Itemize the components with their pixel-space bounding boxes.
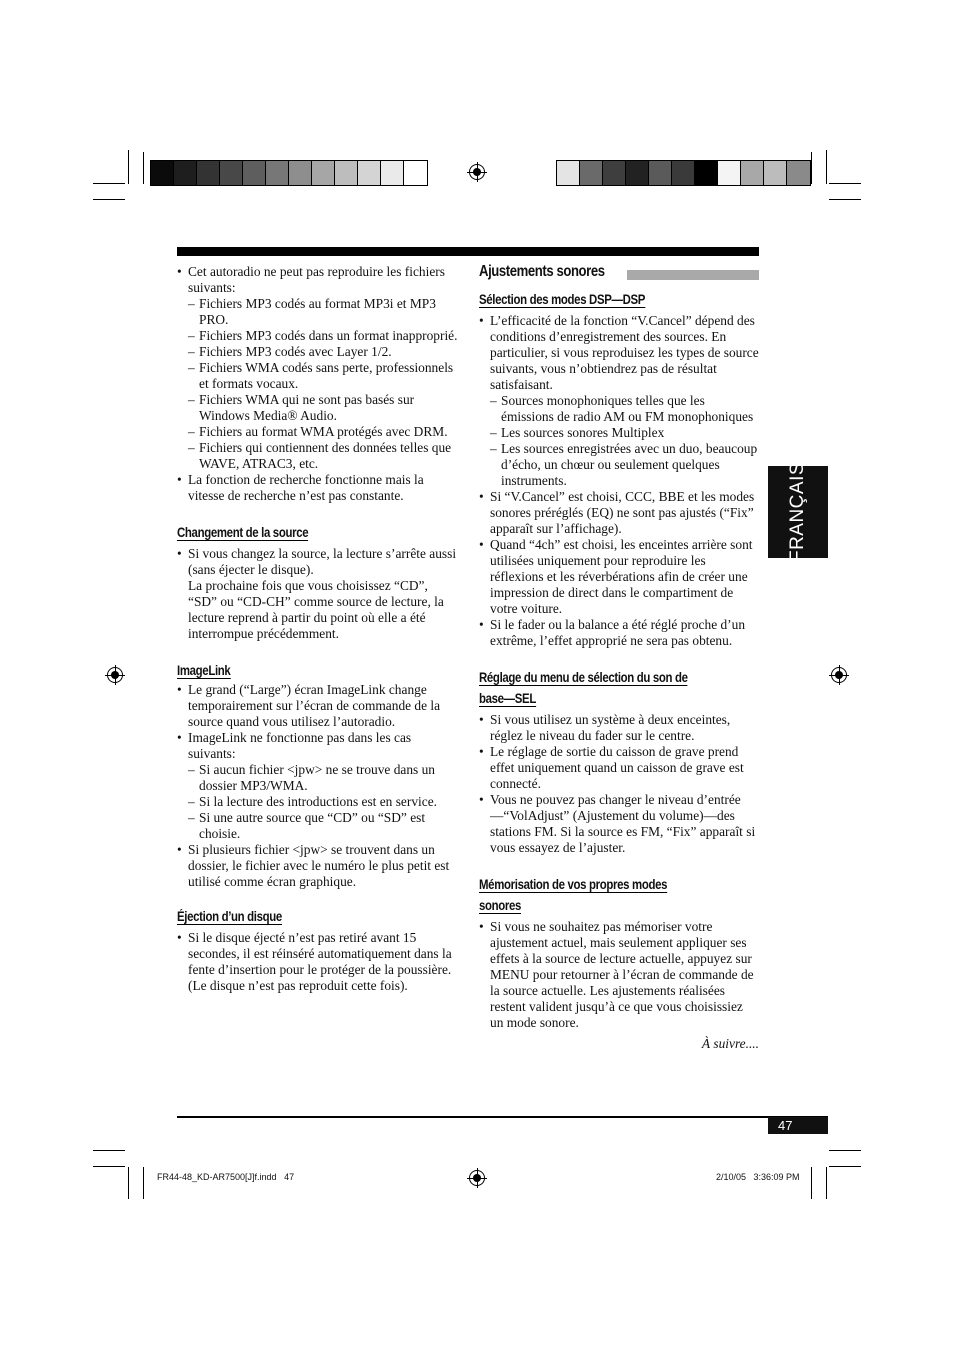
crop-mark	[93, 1150, 125, 1151]
list-item: • Si vous ne souhaitez pas mémoriser votre ajustement actuel, mais seulement appliquer ses effets à la source de lecture actuelle, appuyez sur MENU pour retourner à l’écran de commande de la source actuelle. Les ajustements réalisées restent valident jusqu’à ce que vous choisissiez un mode sonore.	[479, 919, 759, 1031]
list-item: – Si la lecture des introductions est en service.	[177, 794, 459, 810]
paragraph: La prochaine fois que vous choisissez “CD”, “SD” ou “CD-CH” comme source de lecture, la lecture reprend à partir du point où elle a été interrompue précédemment.	[188, 578, 444, 641]
color-swatch	[358, 161, 381, 185]
section-heading: Mémorisation de vos propres modes sonores	[479, 877, 668, 913]
crop-mark	[829, 199, 861, 200]
footer-datetime: 2/10/05 3:36:09 PM	[716, 1172, 800, 1182]
list-item: – Fichiers WMA codés sans perte, professionnels et formats vocaux.	[177, 360, 459, 392]
crop-mark	[143, 152, 144, 184]
crop-mark	[143, 1167, 144, 1199]
list-item: – Fichiers MP3 codés avec Layer 1/2.	[177, 344, 459, 360]
list-item: – Si aucun fichier <jpw> ne se trouve dans un dossier MP3/WMA.	[177, 762, 459, 794]
list-item: – Fichiers MP3 codés dans un format inapproprié.	[177, 328, 459, 344]
color-swatch	[695, 161, 718, 185]
color-swatch	[404, 161, 427, 185]
color-swatch	[174, 161, 197, 185]
page-number: 47	[768, 1117, 828, 1134]
crop-mark	[128, 1167, 129, 1199]
list-item: • Le réglage de sortie du caisson de grave prend effet uniquement quand un caisson de grave est connecté.	[479, 744, 759, 792]
continue-note: À suivre....	[701, 1036, 759, 1051]
list-item: • Le grand (“Large”) écran ImageLink change temporairement sur l’écran de commande de la source quand vous utilisez l’autoradio.	[177, 682, 459, 730]
section-title: Ajustements sonores	[479, 263, 605, 280]
color-swatch	[312, 161, 335, 185]
header-rule	[177, 247, 759, 256]
color-swatch	[381, 161, 404, 185]
color-swatch	[220, 161, 243, 185]
crop-mark	[829, 1166, 861, 1167]
list-item: – Si une autre source que “CD” ou “SD” est choisie.	[177, 810, 459, 842]
section-heading: Sélection des modes DSP—DSP	[479, 292, 646, 307]
crop-mark	[811, 152, 812, 184]
color-swatch	[266, 161, 289, 185]
color-swatch	[243, 161, 266, 185]
color-swatch	[557, 161, 580, 185]
color-swatch	[764, 161, 787, 185]
color-swatch	[626, 161, 649, 185]
section-title-bar	[627, 270, 759, 280]
list-item: • Quand “4ch” est choisi, les enceintes arrière sont utilisées uniquement pour reproduire les réflexions et les réverbérations afin de créer une impression de direct dans le compartiment de votre voiture.	[479, 537, 759, 617]
section-heading: Éjection d’un disque	[177, 909, 282, 924]
list-item: • L’efficacité de la fonction “V.Cancel” dépend des conditions d’enregistrement des sources. En particulier, si vous reproduisez les types de source suivants, vous n’obtiendrez pas de résultat satisfaisant.	[479, 313, 759, 393]
list-item: • La fonction de recherche fonctionne mais la vitesse de recherche n’est pas constante.	[177, 472, 459, 504]
list-item: – Les sources sonores Multiplex	[479, 425, 759, 441]
crop-mark	[93, 199, 125, 200]
list-item: – Fichiers WMA qui ne sont pas basés sur Windows Media® Audio.	[177, 392, 459, 424]
list-item: • Si vous changez la source, la lecture s’arrête aussi (sans éjecter le disque).	[177, 546, 459, 578]
color-swatch	[580, 161, 603, 185]
language-tab	[768, 461, 828, 563]
color-swatch	[672, 161, 695, 185]
footer-rule	[177, 1116, 828, 1118]
list-item: • Si le disque éjecté n’est pas retiré avant 15 secondes, il est réinséré automatiquement dans la fente d’insertion pour le protéger de la poussière. (Le disque n’est pas reproduit cette fois).	[177, 930, 459, 994]
footer-file-info: FR44-48_KD-AR7500[J]f.indd 47	[157, 1172, 295, 1182]
color-swatch	[649, 161, 672, 185]
registration-mark-icon	[831, 667, 847, 683]
left-column	[177, 264, 459, 994]
color-calibration-bar-right	[556, 160, 811, 186]
list-item: • Si vous utilisez un système à deux enceintes, réglez le niveau du fader sur le centre.	[479, 712, 759, 744]
list-item: – Fichiers MP3 codés au format MP3i et MP3 PRO.	[177, 296, 459, 328]
list-item: – Fichiers au format WMA protégés avec DRM.	[177, 424, 459, 440]
list-item: • Cet autoradio ne peut pas reproduire les fichiers suivants:	[177, 264, 459, 296]
list-item: – Fichiers qui contiennent des données telles que WAVE, ATRAC3, etc.	[177, 440, 459, 472]
list-item: – Les sources enregistrées avec un duo, beaucoup d’écho, un chœur ou seulement quelques instruments.	[479, 441, 759, 489]
color-swatch	[335, 161, 358, 185]
color-swatch	[289, 161, 312, 185]
crop-mark	[128, 150, 129, 184]
list-item: • Vous ne pouvez pas changer le niveau d’entrée—“VolAdjust” (Ajustement du volume)—des stations FM. Si la source es FM, “Fix” apparaît si vous essayez de l’ajuster.	[479, 792, 759, 856]
registration-mark-icon	[469, 164, 485, 180]
crop-mark	[826, 150, 827, 184]
list-item: • Si plusieurs fichier <jpw> se trouvent dans un dossier, le fichier avec le numéro le plus petit est utilisé comme écran graphique.	[177, 842, 459, 890]
section-heading: ImageLink	[177, 663, 231, 678]
crop-mark	[829, 183, 861, 184]
list-item: • Si “V.Cancel” est choisi, CCC, BBE et les modes sonores préréglés (EQ) ne sont pas ajustés (“Fix” apparaît sur l’affichage).	[479, 489, 759, 537]
section-heading: Réglage du menu de sélection du son de base—SEL	[479, 670, 688, 706]
registration-mark-icon	[107, 667, 123, 683]
color-swatch	[197, 161, 220, 185]
registration-mark-icon	[469, 1170, 485, 1186]
color-swatch	[741, 161, 764, 185]
color-swatch	[787, 161, 810, 185]
crop-mark	[826, 1167, 827, 1199]
crop-mark	[829, 1150, 861, 1151]
section-heading: Changement de la source	[177, 525, 309, 540]
color-calibration-bar-left	[150, 160, 428, 186]
right-column	[479, 264, 759, 1052]
color-swatch	[151, 161, 174, 185]
crop-mark	[811, 1167, 812, 1199]
color-swatch	[603, 161, 626, 185]
crop-mark	[93, 1166, 125, 1167]
list-item: – Sources monophoniques telles que les émissions de radio AM ou FM monophoniques	[479, 393, 759, 425]
color-swatch	[718, 161, 741, 185]
crop-mark	[93, 183, 125, 184]
language-tab-label: FRANÇAIS	[787, 461, 809, 563]
list-item: • ImageLink ne fonctionne pas dans les cas suivants:	[177, 730, 459, 762]
list-item: • Si le fader ou la balance a été réglé proche d’un extrême, l’effet approprié ne sera pas obtenu.	[479, 617, 759, 649]
section-title-row	[479, 264, 759, 285]
